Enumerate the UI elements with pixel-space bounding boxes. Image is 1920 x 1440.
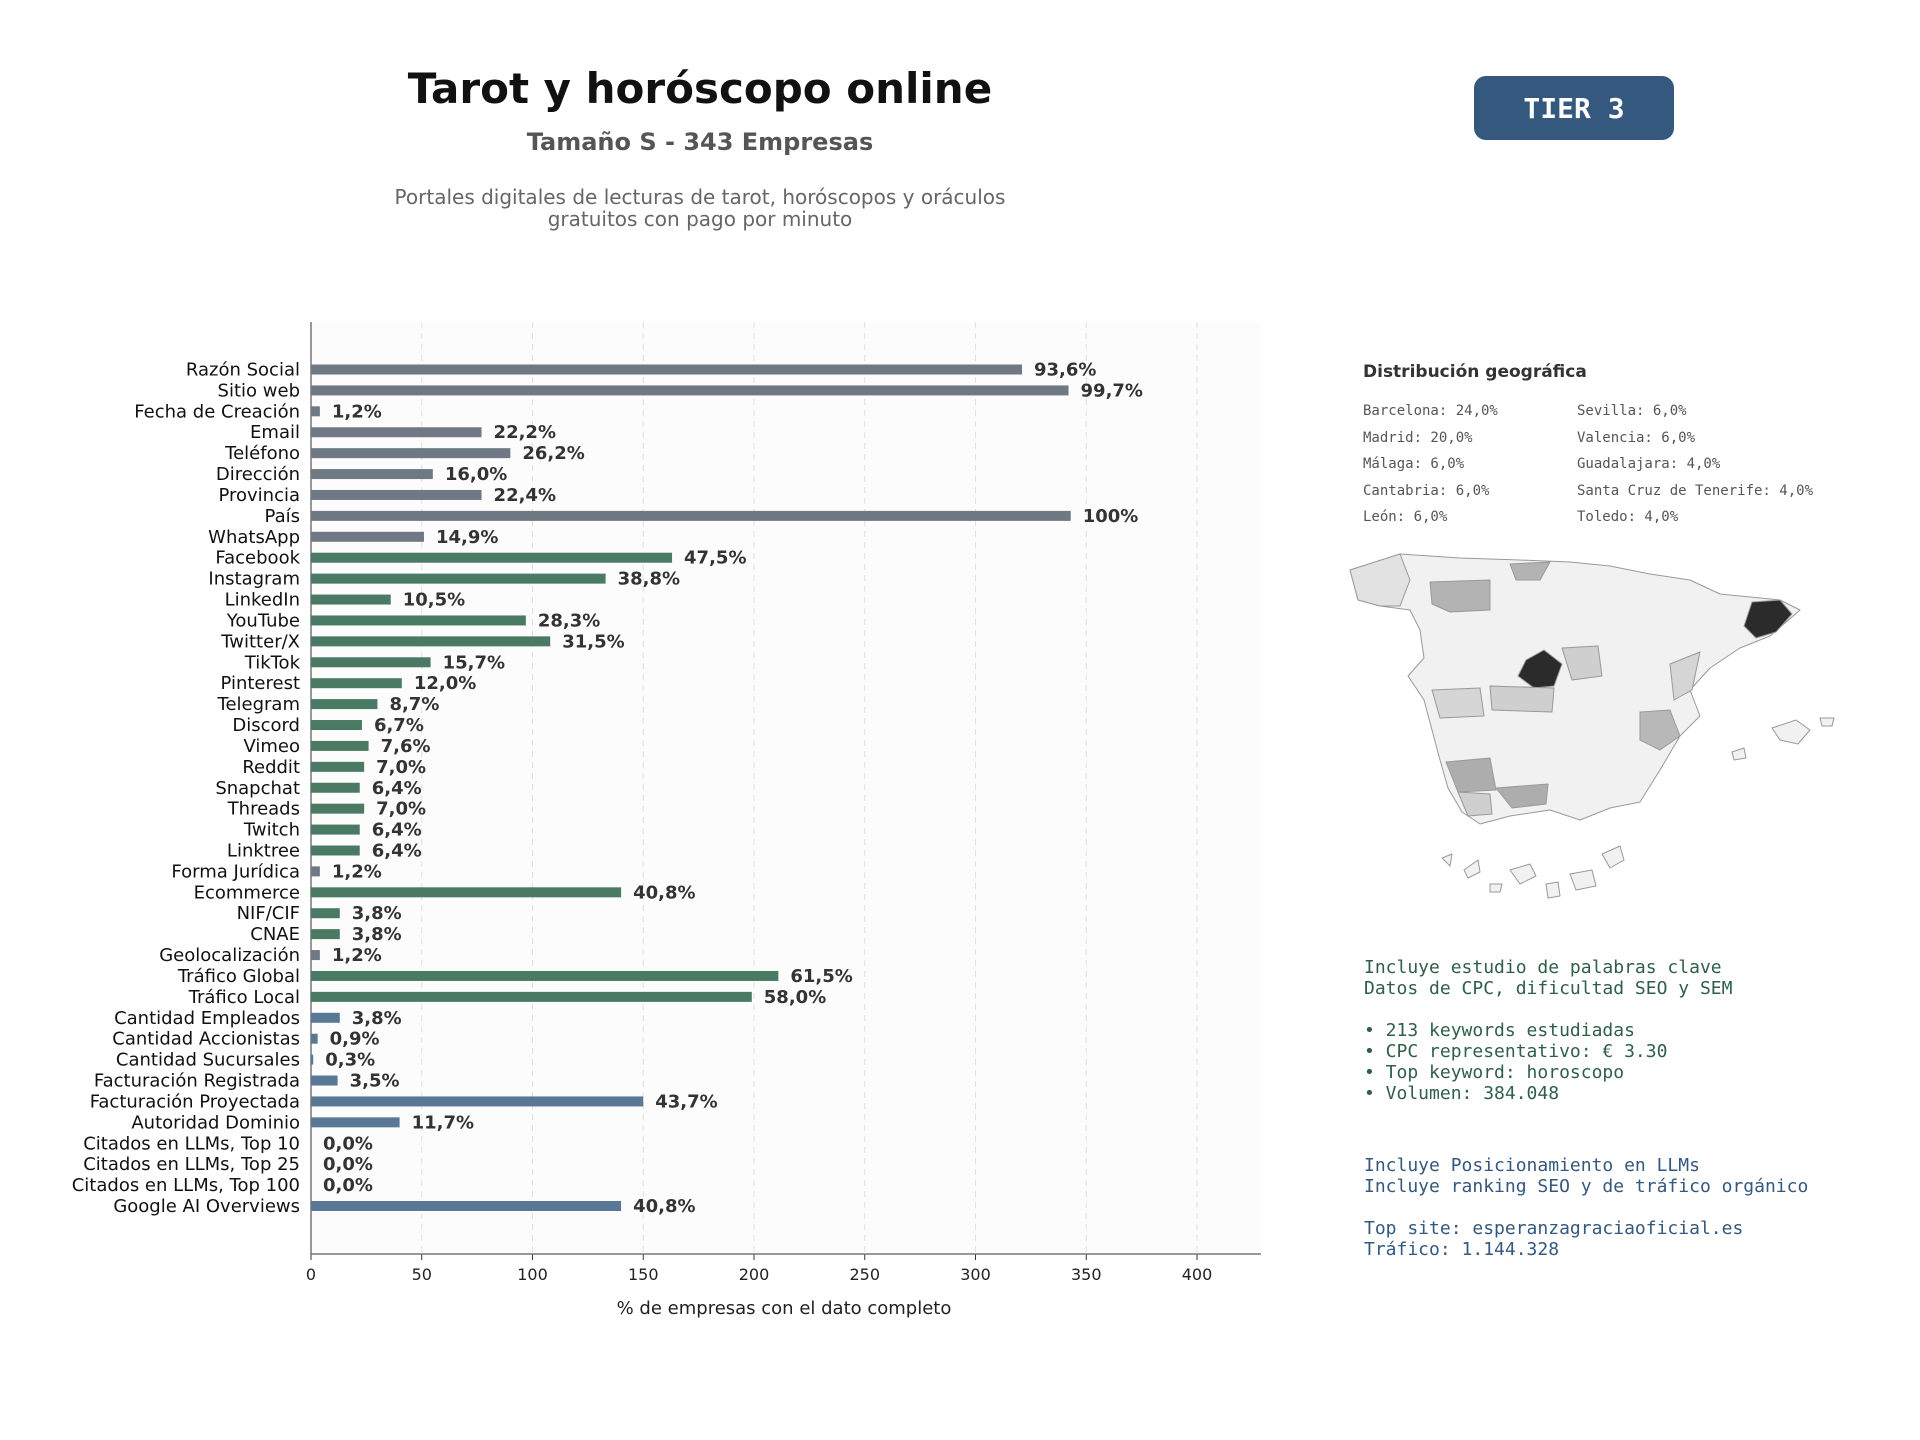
bar xyxy=(311,469,433,479)
y-tick-label: Email xyxy=(250,422,300,444)
geo-item: Madrid: 20,0% xyxy=(1363,429,1473,446)
spain-map xyxy=(1340,540,1860,920)
data-label: 16,0% xyxy=(444,464,508,486)
data-label: 43,7% xyxy=(655,1091,718,1113)
data-label: 11,7% xyxy=(411,1112,475,1134)
data-label: 3,8% xyxy=(351,1007,402,1029)
x-tick-label: 0 xyxy=(305,1265,317,1284)
data-label: 3,8% xyxy=(351,924,402,946)
map-region-leon xyxy=(1430,580,1490,612)
data-label: 0,9% xyxy=(329,1028,380,1050)
geo-item: Santa Cruz de Tenerife: 4,0% xyxy=(1577,482,1814,499)
y-tick-label: Reddit xyxy=(242,756,300,778)
y-tick-label: Cantidad Empleados xyxy=(114,1007,300,1029)
map-mainland xyxy=(1350,554,1800,824)
y-tick-label: Facebook xyxy=(215,547,300,569)
y-tick-label: Twitter/X xyxy=(221,631,300,653)
x-tick-label: 50 xyxy=(411,1265,432,1284)
llm-top-site: Top site: esperanzagraciaoficial.es xyxy=(1364,1218,1744,1239)
data-label: 58,0% xyxy=(763,986,827,1008)
y-tick-label: Provincia xyxy=(218,484,300,506)
map-balearic-islands xyxy=(1732,718,1834,760)
geo-title: Distribución geográfica xyxy=(1363,362,1587,382)
x-tick-label: 200 xyxy=(738,1265,770,1284)
bar xyxy=(311,657,431,667)
map-region-galicia xyxy=(1350,554,1410,606)
y-tick-label: Facturación Proyectada xyxy=(89,1091,300,1113)
y-tick-label: NIF/CIF xyxy=(236,903,300,925)
bar xyxy=(311,615,526,625)
data-label: 99,7% xyxy=(1080,380,1143,402)
bar xyxy=(311,406,320,416)
llm-traffic: Tráfico: 1.144.328 xyxy=(1364,1239,1560,1260)
map-canary-islands xyxy=(1442,846,1624,898)
data-label: 28,3% xyxy=(537,610,601,632)
y-tick-label: Snapchat xyxy=(215,777,300,799)
geo-item: Toledo: 4,0% xyxy=(1577,509,1679,525)
y-tick-label: Cantidad Accionistas xyxy=(112,1028,300,1050)
data-label: 40,8% xyxy=(633,1196,696,1217)
data-label: 3,8% xyxy=(351,903,402,925)
geo-item: Cantabria: 6,0% xyxy=(1363,482,1490,499)
bar xyxy=(311,1013,340,1023)
seo-line-2: Datos de CPC, dificultad SEO y SEM xyxy=(1364,978,1733,999)
data-label: 38,8% xyxy=(617,568,681,590)
seo-bullet-top-keyword: • Top keyword: horoscopo xyxy=(1364,1062,1625,1083)
bar xyxy=(311,365,1022,375)
map-region-barcelona xyxy=(1744,600,1792,638)
y-tick-label: Dirección xyxy=(215,464,300,486)
bar xyxy=(311,678,402,688)
description-line-2: gratuitos con pago por minuto xyxy=(547,207,853,231)
data-label: 26,2% xyxy=(522,443,585,465)
bar xyxy=(311,448,510,458)
data-label: 100% xyxy=(1082,505,1139,527)
bar xyxy=(311,762,364,772)
description-line-1: Portales digitales de lecturas de tarot, horóscopos y oráculos xyxy=(394,185,1006,209)
bar xyxy=(311,574,606,584)
bar xyxy=(311,950,320,960)
bar xyxy=(311,699,377,709)
data-label: 10,5% xyxy=(402,589,466,611)
data-label: 0,0% xyxy=(323,1154,373,1176)
bar xyxy=(311,825,360,835)
y-tick-label: Cantidad Sucursales xyxy=(115,1049,300,1071)
seo-bullet-volume: • Volumen: 384.048 xyxy=(1364,1083,1560,1104)
data-label: 6,4% xyxy=(371,777,422,799)
x-tick-label: 100 xyxy=(517,1265,548,1284)
bar xyxy=(311,908,340,918)
y-tick-label: Tráfico Local xyxy=(188,986,300,1008)
x-tick-label: 400 xyxy=(1181,1265,1213,1284)
y-tick-label: YouTube xyxy=(226,610,300,632)
data-label: 22,2% xyxy=(493,422,557,444)
y-tick-label: Tráfico Global xyxy=(177,965,300,987)
data-label: 7,6% xyxy=(380,735,431,757)
seo-line-1: Incluye estudio de palabras clave xyxy=(1364,957,1722,978)
seo-bullet-cpc: • CPC representativo: € 3.30 xyxy=(1364,1041,1668,1062)
y-tick-label: Fecha de Creación xyxy=(134,401,300,423)
data-label: 6,7% xyxy=(373,715,424,737)
bar xyxy=(311,1201,621,1211)
y-tick-label: País xyxy=(264,505,300,527)
bar xyxy=(311,720,362,730)
bar xyxy=(311,866,320,876)
y-tick-label: Telegram xyxy=(217,694,300,716)
data-label: 22,4% xyxy=(493,484,557,506)
y-tick-label: Sitio web xyxy=(217,380,300,402)
llm-line-1: Incluye Posicionamiento en LLMs xyxy=(1364,1155,1700,1176)
x-tick-label: 300 xyxy=(960,1265,991,1284)
bar xyxy=(311,971,778,981)
y-tick-label: Instagram xyxy=(208,568,300,590)
data-label: 31,5% xyxy=(562,631,625,653)
seo-bullet-keywords: • 213 keywords estudiadas xyxy=(1364,1020,1635,1041)
y-tick-label: Google AI Overviews xyxy=(113,1196,300,1217)
geo-item: Valencia: 6,0% xyxy=(1577,429,1696,446)
y-tick-label: Teléfono xyxy=(225,443,300,465)
page-subtitle: Tamaño S - 343 Empresas xyxy=(526,128,874,156)
bar xyxy=(311,1096,643,1106)
x-axis-label: % de empresas con el dato completo xyxy=(616,1298,952,1319)
data-label: 1,2% xyxy=(331,945,382,967)
data-label: 0,0% xyxy=(323,1133,373,1155)
data-label: 3,5% xyxy=(349,1070,400,1092)
y-tick-label: Razón Social xyxy=(185,359,300,381)
y-tick-label: Pinterest xyxy=(220,673,300,695)
y-tick-label: CNAE xyxy=(250,924,300,946)
y-tick-label: Ecommerce xyxy=(193,882,300,904)
y-tick-label: TikTok xyxy=(244,652,300,674)
bar xyxy=(311,636,550,646)
data-label: 1,2% xyxy=(331,401,382,423)
y-tick-label: Citados en LLMs, Top 100 xyxy=(71,1175,300,1197)
bar xyxy=(311,992,752,1002)
tier-badge: TIER 3 xyxy=(1474,76,1674,140)
bar xyxy=(311,887,621,897)
geo-item: Sevilla: 6,0% xyxy=(1577,403,1687,419)
bar xyxy=(311,385,1069,395)
bar xyxy=(311,595,391,605)
bar xyxy=(311,427,482,437)
data-label: 6,4% xyxy=(371,819,422,841)
y-tick-label: Discord xyxy=(232,715,300,737)
data-label: 6,4% xyxy=(371,840,422,862)
llm-line-2: Incluye ranking SEO y de tráfico orgánico xyxy=(1364,1176,1809,1197)
geo-distribution-list xyxy=(1363,398,1883,531)
data-label: 7,0% xyxy=(376,756,427,778)
bar xyxy=(311,511,1071,521)
y-tick-label: Linktree xyxy=(226,840,300,862)
bar xyxy=(311,553,672,563)
y-tick-label: Citados en LLMs, Top 25 xyxy=(83,1154,300,1176)
geo-item: Guadalajara: 4,0% xyxy=(1577,456,1721,472)
bar xyxy=(311,804,364,814)
data-label: 15,7% xyxy=(442,652,506,674)
bar xyxy=(311,845,360,855)
data-label: 14,9% xyxy=(435,526,499,548)
y-tick-label: Threads xyxy=(227,798,300,820)
bar xyxy=(311,929,340,939)
bar xyxy=(311,1034,318,1044)
bar xyxy=(311,1055,313,1065)
page-title: Tarot y horóscopo online xyxy=(407,64,993,113)
y-tick-label: Autoridad Dominio xyxy=(131,1112,300,1134)
data-label: 0,3% xyxy=(325,1049,376,1071)
geo-item: Barcelona: 24,0% xyxy=(1363,403,1498,419)
y-tick-label: Twitch xyxy=(243,819,300,841)
bar xyxy=(311,783,360,793)
x-tick-label: 150 xyxy=(627,1265,659,1284)
y-tick-label: WhatsApp xyxy=(208,526,300,548)
x-tick-label: 250 xyxy=(849,1265,881,1284)
y-tick-label: Geolocalización xyxy=(159,945,300,967)
data-label: 8,7% xyxy=(389,694,440,716)
data-label: 47,5% xyxy=(684,547,747,569)
y-tick-label: LinkedIn xyxy=(224,589,300,611)
y-tick-label: Vimeo xyxy=(243,735,300,757)
y-tick-label: Citados en LLMs, Top 10 xyxy=(83,1133,300,1155)
bar xyxy=(311,741,369,751)
y-tick-label: Facturación Registrada xyxy=(93,1070,300,1092)
bar xyxy=(311,1076,338,1086)
map-region-caceres xyxy=(1432,688,1484,718)
geo-item: Málaga: 6,0% xyxy=(1363,456,1465,472)
map-region-toledo xyxy=(1490,686,1554,712)
x-tick-label: 350 xyxy=(1070,1265,1102,1284)
data-label: 61,5% xyxy=(790,965,853,987)
data-label: 93,6% xyxy=(1034,359,1097,381)
y-tick-label: Forma Jurídica xyxy=(171,861,300,883)
data-label: 7,0% xyxy=(376,798,427,820)
bar xyxy=(311,532,424,542)
data-label: 0,0% xyxy=(323,1175,373,1197)
bar xyxy=(311,1117,400,1127)
data-label: 1,2% xyxy=(331,861,382,883)
bar xyxy=(311,490,482,500)
data-label: 12,0% xyxy=(413,673,477,695)
geo-item: León: 6,0% xyxy=(1363,509,1448,525)
data-label: 40,8% xyxy=(633,882,696,904)
